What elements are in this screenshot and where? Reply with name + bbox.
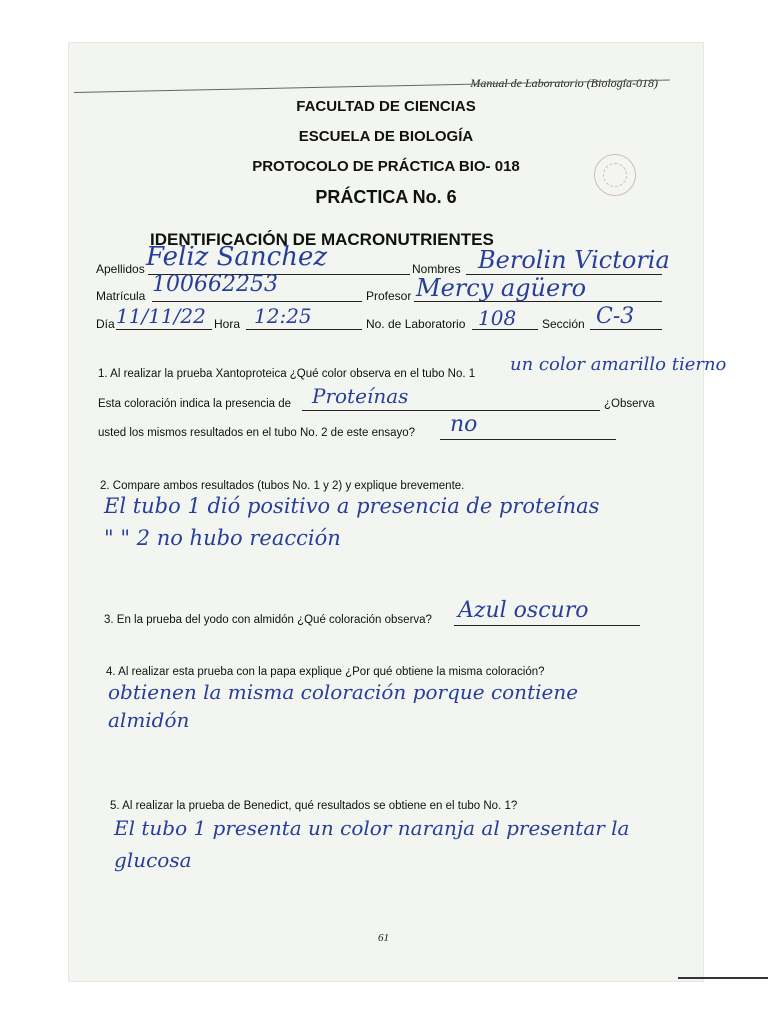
q2-answer-line1[interactable]: El tubo 1 dió positivo a presencia de proteínas [104,494,600,518]
hora-value[interactable]: 12:25 [254,304,312,328]
q1-line-b [302,410,600,411]
matricula-line [152,301,362,302]
practice-title: PRÁCTICA No. 6 [315,187,457,207]
manual-header: Manual de Laboratorio (Biología-018) [470,76,658,90]
q5-answer-line2[interactable]: glucosa [114,848,192,872]
profesor-value[interactable]: Mercy agüero [416,274,587,302]
q3-line [454,625,640,626]
dia-value[interactable]: 11/11/22 [116,304,206,328]
dia-line [116,329,212,330]
q3-text: 3. En la prueba del yodo con almidón ¿Qué coloración observa? [104,614,432,626]
university-seal [594,154,636,196]
q1-line-d [440,439,616,440]
matricula-value[interactable]: 100662253 [152,272,278,297]
nombres-value[interactable]: Berolin Victoria [478,246,670,274]
q4-answer-line1[interactable]: obtienen la misma coloración porque contiene [108,680,579,704]
laboratorio-value[interactable]: 108 [478,306,517,330]
q1-answer-presence[interactable]: Proteínas [312,384,409,408]
q1-text-d: usted los mismos resultados en el tubo No. 2 de este ensayo? [98,427,416,439]
page-number: 61 [378,932,389,944]
seccion-label: Sección [542,317,585,331]
apellidos-value[interactable]: Feliz Sanchez [146,242,328,272]
q1-text-b: Esta coloración indica la presencia de [98,398,292,410]
q1-answer-tube2[interactable]: no [450,412,478,437]
q5-answer-line1[interactable]: El tubo 1 presenta un color naranja al presentar la [114,816,630,840]
q2-answer-line2[interactable]: " " 2 no hubo reacción [104,526,341,550]
school-title: ESCUELA DE BIOLOGÍA [298,128,474,145]
lab-worksheet-page [68,42,727,982]
dia-label: Día [96,317,115,331]
nombres-label: Nombres [412,262,461,276]
q2-text: 2. Compare ambos resultados (tubos No. 1 y 2) y explique brevemente. [100,480,465,492]
q4-answer-line2[interactable]: almidón [108,708,190,732]
laboratorio-label: No. de Laboratorio [366,317,466,331]
q1-text: 1. Al realizar la prueba Xantoproteica ¿Qué color observa en el tubo No. 1 [98,368,476,380]
seccion-value[interactable]: C-3 [596,304,635,329]
q1-answer-color[interactable]: un color amarillo tierno [510,354,727,375]
q3-answer[interactable]: Azul oscuro [458,598,589,623]
apellidos-label: Apellidos [96,262,145,276]
q1-text-c: ¿Observa [604,398,655,410]
matricula-label: Matrícula [96,289,146,303]
protocol-title: PROTOCOLO DE PRÁCTICA BIO- 018 [252,158,520,175]
subject-title: IDENTIFICACIÓN DE MACRONUTRIENTES [150,230,494,249]
hora-label: Hora [214,317,241,331]
q5-text: 5. Al realizar la prueba de Benedict, qué resultados se obtiene en el tubo No. 1? [110,800,518,812]
hora-line [246,329,362,330]
faculty-title: FACULTAD DE CIENCIAS [296,98,476,115]
seccion-line [590,329,662,330]
profesor-label: Profesor [366,289,412,303]
q4-text: 4. Al realizar esta prueba con la papa explique ¿Por qué obtiene la misma coloración? [106,666,545,678]
